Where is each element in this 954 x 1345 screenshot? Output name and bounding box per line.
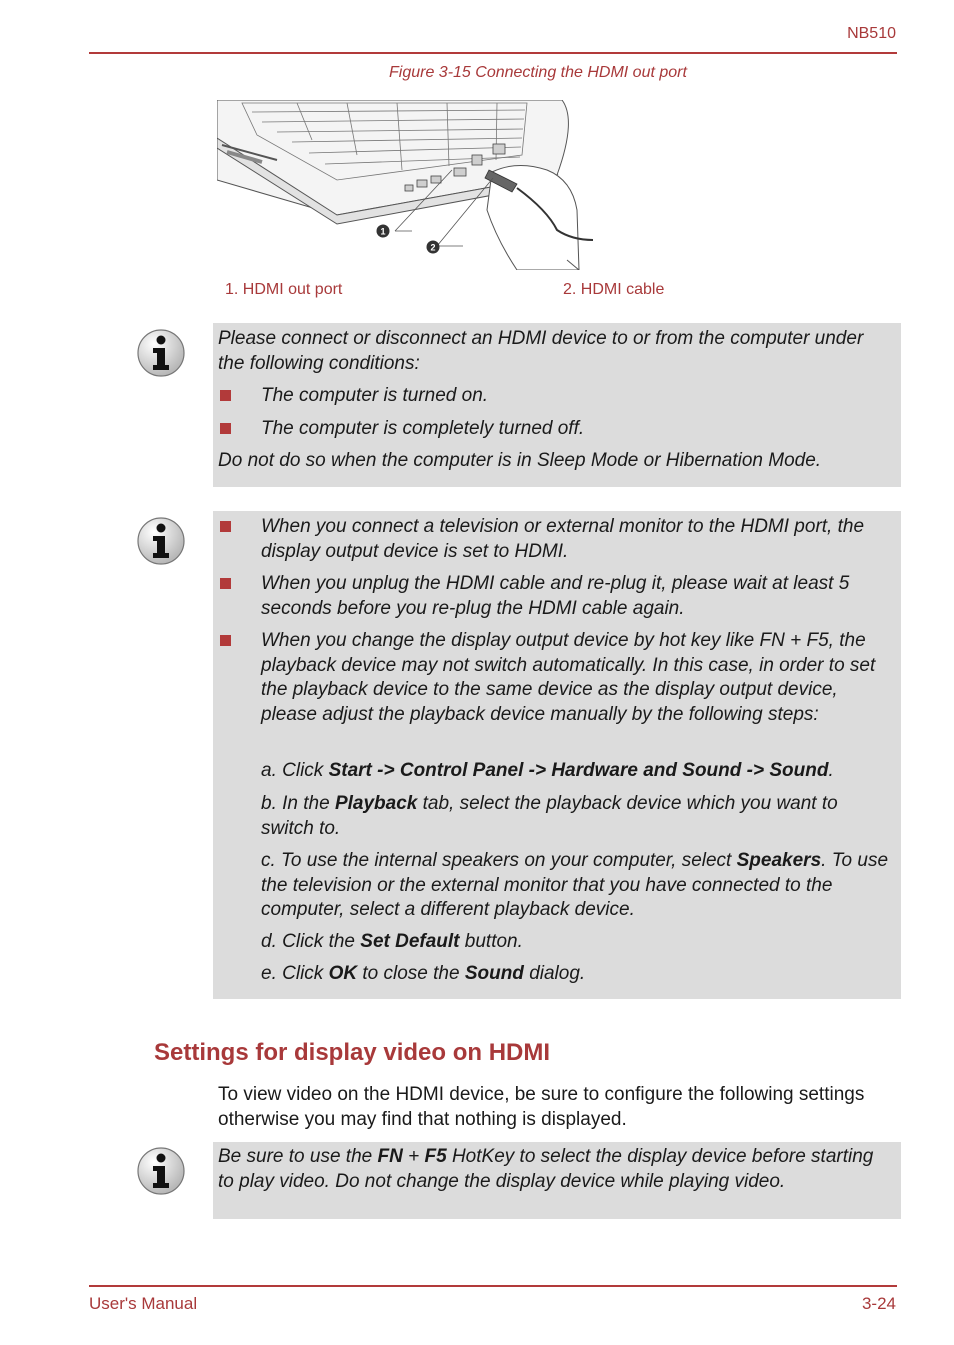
step-text: c. To use the internal speakers on your computer, select (261, 850, 737, 871)
bullet-marker (220, 521, 231, 532)
step-d (261, 930, 893, 955)
note-text: HotKey to select the display device before starting to play video. Do not change the display device while playing video. (218, 1146, 874, 1192)
list-item: The computer is turned on. (261, 385, 489, 406)
callout-2: 2 (430, 242, 436, 253)
note-text: + (402, 1146, 425, 1167)
bullet-marker (220, 390, 231, 401)
note-hdmi-connect-conditions (213, 323, 901, 487)
step-text: a. Click (261, 760, 329, 781)
step-c (261, 849, 893, 923)
info-icon (136, 1146, 186, 1196)
step-bold: OK (328, 963, 358, 984)
step-text: . To use the television or the external monitor that you have connected to the computer, select a different playback device. (261, 850, 889, 920)
list-item: When you connect a television or external monitor to the HDMI port, the display output device is set to HDMI. (261, 516, 865, 562)
step-e (261, 962, 893, 987)
step-text: b. In the (261, 793, 335, 814)
note-hotkey (213, 1142, 901, 1219)
note-hotkey-text (218, 1145, 891, 1194)
bullet-marker (220, 423, 231, 434)
info-icon (136, 516, 186, 566)
step-bold: Start -> Control Panel -> Hardware and Sound -> Sound (328, 760, 829, 781)
footer-page-number: 3-24 (861, 1294, 896, 1313)
step-text: . (828, 760, 834, 781)
list-item: When you change the display output device by hot key like FN + F5, the playback device may not switch automatically. In this case, in order to set the playback device to the same device as the display output device, please adjust the playback device manually by the following steps: (261, 630, 876, 725)
step-bold: Set Default (360, 931, 460, 952)
laptop-hdmi-illustration (217, 100, 593, 270)
footer-manual-title: User's Manual (89, 1294, 198, 1313)
header-model-name: NB510 (847, 25, 896, 42)
note-text: Be sure to use the (218, 1146, 378, 1167)
note-intro: Please connect or disconnect an HDMI device to or from the computer under the following conditions: (218, 328, 864, 374)
list-item: When you unplug the HDMI cable and re-plug it, please wait at least 5 seconds before you re-plug the HDMI cable again. (261, 573, 850, 619)
figure-label-hdmi-port: 1. HDMI out port (225, 281, 343, 298)
step-bold: Speakers (736, 850, 822, 871)
step-text: tab, select the playback device which you want to switch to. (261, 793, 838, 839)
info-icon (136, 328, 186, 378)
note-bold: F5 (424, 1146, 447, 1167)
section-title: Settings for display video on HDMI (154, 1039, 551, 1066)
bullet-marker (220, 635, 231, 646)
step-text: to close the (357, 963, 465, 984)
note-hdmi-display-output (213, 511, 901, 999)
step-a (261, 759, 893, 784)
note-bold: FN (377, 1146, 403, 1167)
section-body: To view video on the HDMI device, be sure to configure the following settings otherwise you may find that nothing is displayed. (218, 1084, 865, 1130)
note-outro: Do not do so when the computer is in Sleep Mode or Hibernation Mode. (218, 450, 822, 471)
step-bold: Sound (464, 963, 524, 984)
footer-rule (89, 1285, 897, 1287)
figure-label-hdmi-cable: 2. HDMI cable (563, 281, 665, 298)
list-item: The computer is completely turned off. (261, 418, 585, 439)
step-text: dialog. (523, 963, 586, 984)
step-bold: Playback (334, 793, 418, 814)
step-text: button. (459, 931, 523, 952)
header-rule (89, 52, 897, 54)
bullet-marker (220, 578, 231, 589)
step-text: e. Click (261, 963, 329, 984)
figure-caption: Figure 3-15 Connecting the HDMI out port (389, 64, 687, 81)
step-b (261, 792, 893, 841)
callout-1: 1 (380, 226, 386, 237)
step-text: d. Click the (261, 931, 361, 952)
